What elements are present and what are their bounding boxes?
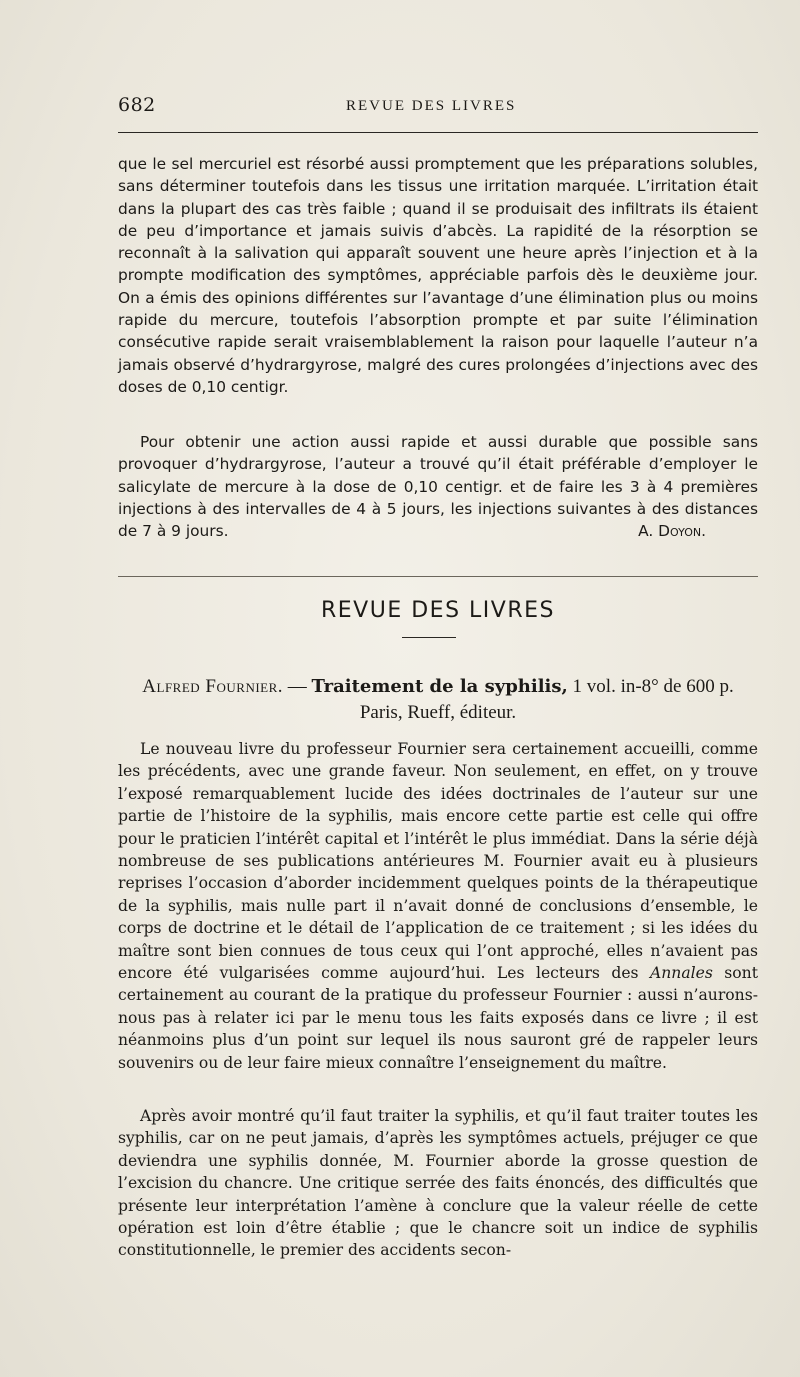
paragraph-conclusion-text: Pour obtenir une action aussi rapide et aussi durable que possible sans provoquer d’hydrargyrose, l’auteur a trouvé qu’il était préférable d’employer le salicylate de mercure à la dose de 0,10 centigr. et de faire les 3 à 4 premières injections à des intervalles de 4 à 5 jours, les injections suivantes à des distances de 7 à 9 jours. [118,433,758,541]
page-number: 682 [118,94,156,116]
separator-rule [118,576,758,577]
review-dash: — [283,676,312,697]
running-head [118,94,758,124]
review-book-details: 1 vol. in-8° de 600 p. [567,676,734,697]
review-paragraph-1-text-a: Le nouveau livre du professeur Fournier sera certainement accueilli, comme les précédents, avec une grande faveur. Non seulement, en effet, on y trouve l’exposé remarquablement lucide des idées doctrinales de l’auteur sur une partie de l’histoire de la syphilis, mais encore cette partie est celle qui offre pour le praticien l’intérêt capital et l’intérêt le plus immédiat. Dans la série déjà nombreuse de ses publications antérieures M. Fournier avait eu à plusieurs reprises l’occasion d’aborder incidemment quelques points de la thérapeutique de la syphilis, mais nulle part il n’avait donné de conclusions d’ensemble, le corps de doctrine et le détail de l’application de ce traitement ; si les idées du maître sont bien connues de tous ceux qui l’ont approché, elles n’avaient pas encore été vulgarisées comme aujourd’hui. Les lecteurs des [118,740,758,983]
section-title-rule [402,637,456,638]
review-author: Alfred Fournier. [142,676,284,697]
signature: A. Doyon. [638,522,706,541]
running-title: REVUE DES LIVRES [346,98,517,114]
review-paragraph-1-text-b: sont certainement au courant de la pratique du professeur Fournier : aussi n’aurons-nous pas à relater ici par le menu tous les faits exposés dans ce livre ; il est néanmoins plus d’un point sur lequel ils nous sauront gré de rappeler leurs souvenirs ou de leur faire mieux connaître l’enseignement du maître. [118,964,758,1072]
review-publisher: Paris, Rueff, éditeur. [359,702,517,723]
review-heading [118,674,758,726]
review-book-title: Traitement de la syphilis, [311,676,568,697]
paragraph-conclusion [118,431,758,542]
header-rule [118,132,758,133]
review-paragraph-2: Après avoir montré qu’il faut traiter la syphilis, et qu’il faut traiter toutes les syphilis, car on ne peut jamais, d’après les symptômes actuels, préjuger ce que deviendra une syphilis donnée, M. Fournier aborde la grosse question de l’excision du chancre. Une critique serrée des faits énoncés, des difficultés que présente leur interprétation l’amène à conclure que la valeur réelle de cette opération est loin d’être établie ; que le chancre soit un indice de syphilis constitutionnelle, le premier des accidents secon- [118,1107,758,1260]
section-title: REVUE DES LIVRES [321,598,555,623]
journal-name: Annales [649,964,713,983]
review-paragraph-1 [118,738,758,1074]
paragraph-continued: que le sel mercuriel est résorbé aussi promptement que les préparations solubles, sans déterminer toutefois dans les tissus une irritation marquée. L’irritation était dans la plupart des cas très faible ; quand il se produisait des infiltrats ils étaient de peu d’importance et jamais suivis d’abcès. La rapidité de la résorption se reconnaît à la salivation qui apparaît souvent une heure après l’injection et à la prompte modification des symptômes, appréciable parfois dès le deuxième jour. On a émis des opinions différentes sur l’avantage d’une élimination plus ou moins rapide du mercure, toutefois l’absorption prompte et par suite l’élimination consécutive rapide serait vraisemblablement la raison pour laquelle l’auteur n’a jamais observé d’hydrargyrose, malgré des cures prolongées d’injections avec des doses de 0,10 centigr. [118,155,758,396]
